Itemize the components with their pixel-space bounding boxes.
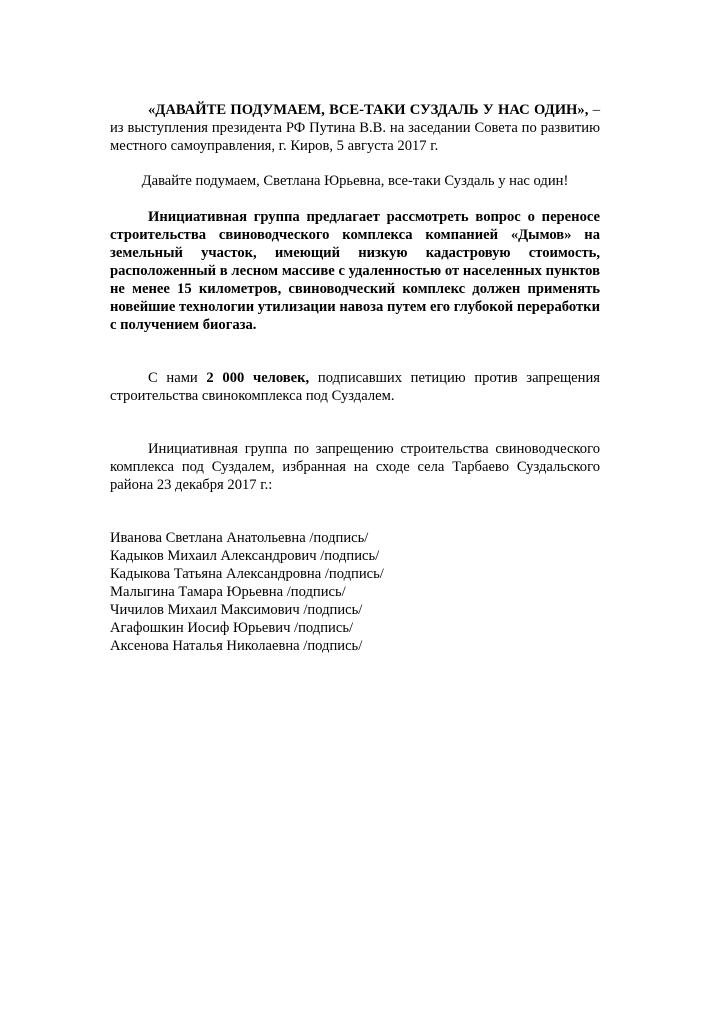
- petition-count: 2 000 человек,: [206, 370, 310, 386]
- petition-prefix: С нами: [148, 370, 207, 386]
- signer-item: Кадыков Михаил Александрович /подпись/: [110, 548, 380, 564]
- signer-item: Агафошкин Иосиф Юрьевич /подпись/: [110, 620, 354, 636]
- initiative-paragraph: Инициативная группа предлагает рассмотреть вопрос о переносе строительства свиноводческого комплекса компанией «Дымов» на земельный участок, имеющий низкую кадастровую стоимость, расположенный в лесном массиве с удаленностью от населенных пунктов не менее 15 километров, свиноводческий комплекс должен применять новейшие технологии утилизации навоза путем его глубокой переработки с получением биогаза.: [110, 209, 600, 333]
- greeting: Давайте подумаем, Светлана Юрьевна, все-таки Суздаль у нас один!: [141, 173, 569, 189]
- quote-headline: «ДАВАЙТЕ ПОДУМАЕМ, ВСЕ-ТАКИ СУЗДАЛЬ У НАС ОДИН»,: [148, 102, 589, 118]
- signer-item: Малыгина Тамара Юрьевна /подпись/: [110, 584, 346, 600]
- signer-item: Чичилов Михаил Максимович /подпись/: [110, 602, 363, 618]
- signer-item: Кадыкова Татьяна Александровна /подпись/: [110, 566, 384, 582]
- quote-source-line-2: местного самоуправления, г. Киров, 5 августа 2017 г.: [110, 138, 439, 154]
- quote-block: [110, 101, 600, 155]
- signer-item: Аксенова Наталья Николаевна /подпись/: [110, 638, 363, 654]
- signer-item: Иванова Светлана Анатольевна /подпись/: [110, 530, 369, 546]
- petition-suffix: подписавших петицию против запрещения строительства свинокомплекса под Суздалем.: [110, 370, 600, 404]
- signers-list: [110, 529, 600, 655]
- initiative-group-paragraph: Инициативная группа по запрещению строительства свиноводческого комплекса под Суздалем, избранная на сходе села Тарбаево Суздальского района 23 декабря 2017 г.:: [110, 441, 600, 493]
- quote-source-line-1: из выступления президента РФ Путина В.В. на заседании Совета по развитию: [110, 120, 600, 136]
- document-page: [110, 101, 600, 655]
- quote-headline-line: [110, 101, 600, 119]
- petition-paragraph: [110, 369, 600, 405]
- quote-dash: –: [588, 102, 600, 118]
